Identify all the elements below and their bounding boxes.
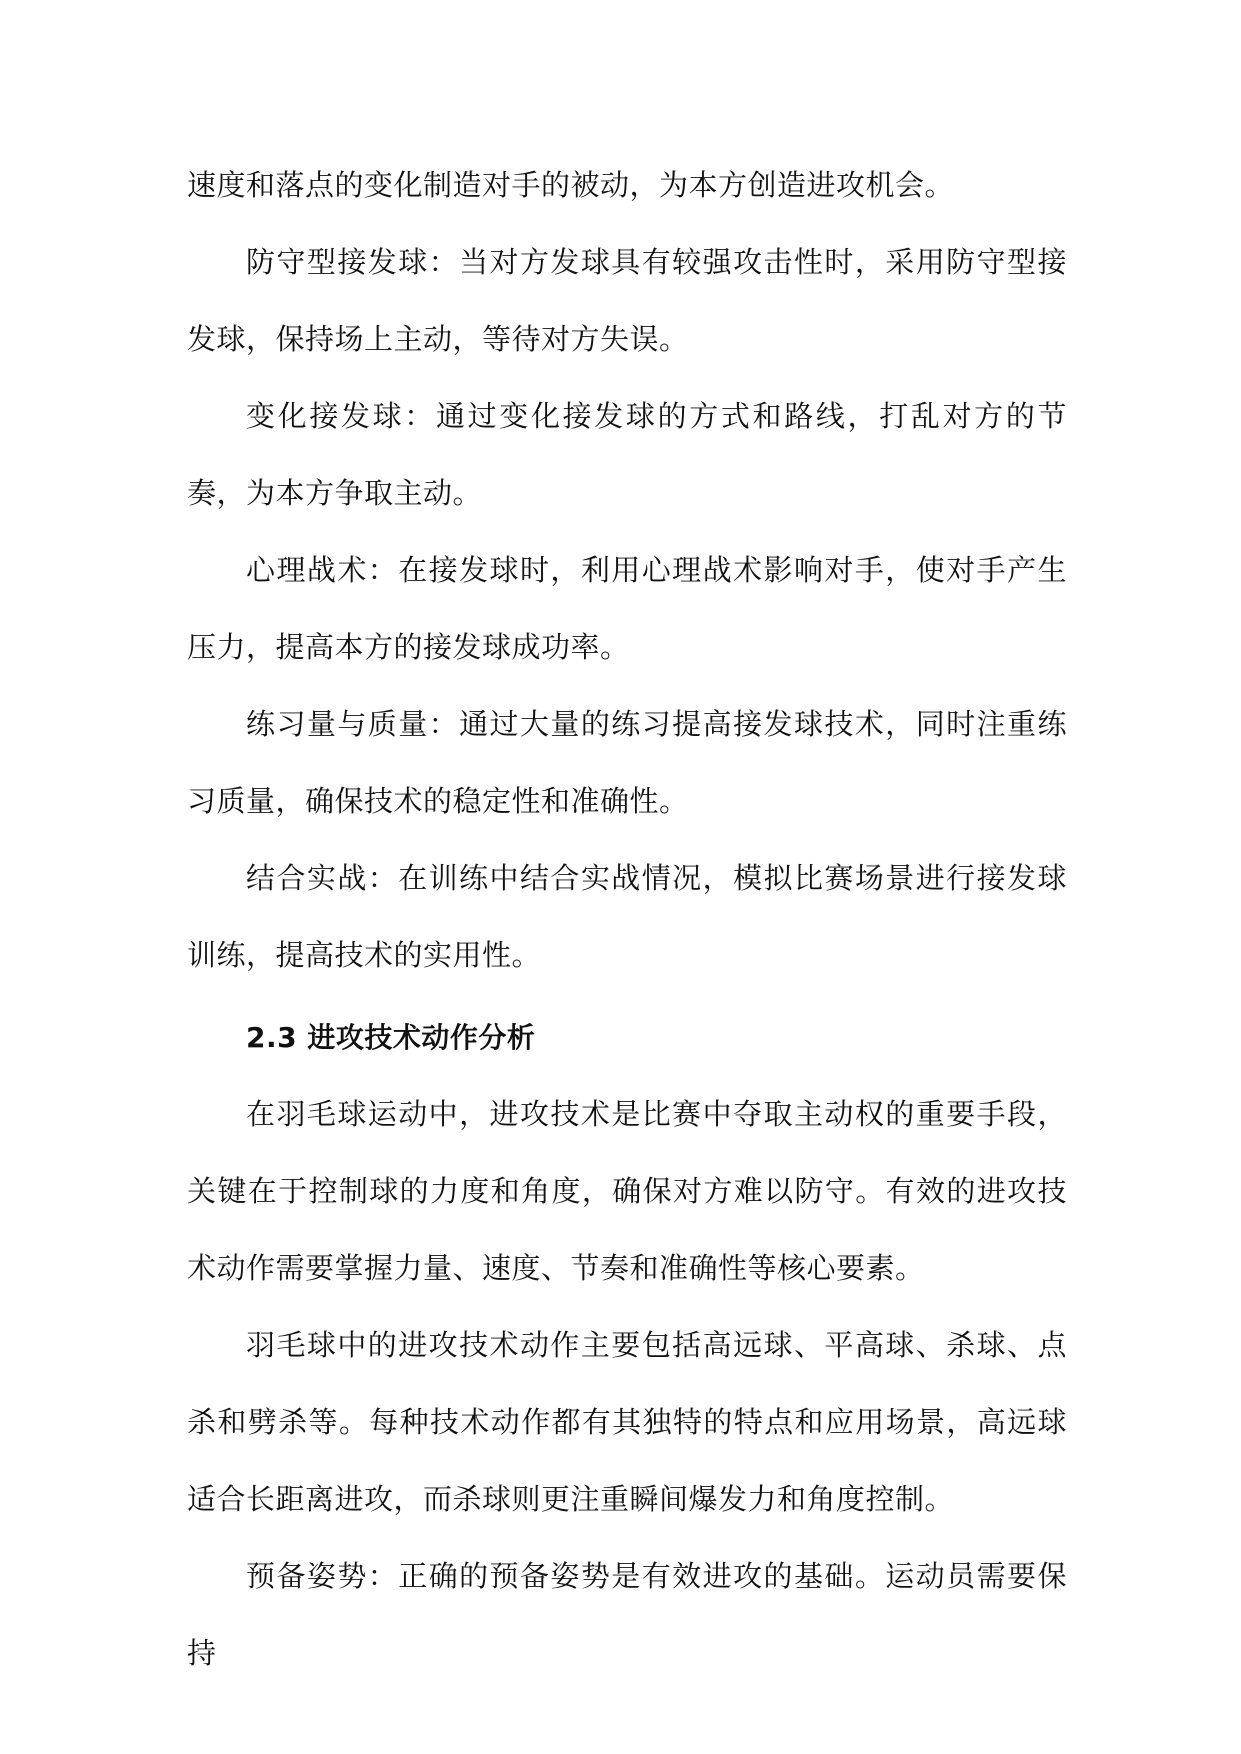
paragraph-ready-stance: 预备姿势：正确的预备姿势是有效进攻的基础。运动员需要保持 bbox=[187, 1559, 1067, 1670]
paragraph-varied-return: 变化接发球：通过变化接发球的方式和路线，打乱对方的节奏，为本方争取主动。 bbox=[187, 399, 1067, 510]
paragraph-practice-quality: 练习量与质量：通过大量的练习提高接发球技术，同时注重练习质量，确保技术的稳定性和准确性。 bbox=[187, 707, 1067, 818]
paragraph-real-combat: 结合实战：在训练中结合实战情况，模拟比赛场景进行接发球训练，提高技术的实用性。 bbox=[187, 861, 1067, 972]
paragraph-psychological-tactics: 心理战术：在接发球时，利用心理战术影响对手，使对手产生压力，提高本方的接发球成功率。 bbox=[187, 553, 1067, 664]
paragraph-continuation: 速度和落点的变化制造对手的被动，为本方创造进攻机会。 bbox=[187, 168, 955, 202]
paragraph-attack-intro: 在羽毛球运动中，进攻技术是比赛中夺取主动权的重要手段，关键在于控制球的力度和角度，确保对方难以防守。有效的进攻技术动作需要掌握力量、速度、节奏和准确性等核心要素。 bbox=[187, 1097, 1067, 1285]
section-heading: 2.3 进攻技术动作分析 bbox=[246, 1021, 536, 1054]
document-body bbox=[187, 147, 1067, 1692]
paragraph-attack-types: 羽毛球中的进攻技术动作主要包括高远球、平高球、杀球、点杀和劈杀等。每种技术动作都有其独特的特点和应用场景，高远球适合长距离进攻，而杀球则更注重瞬间爆发力和角度控制。 bbox=[187, 1328, 1067, 1516]
paragraph-defensive-return: 防守型接发球：当对方发球具有较强攻击性时，采用防守型接发球，保持场上主动，等待对方失误。 bbox=[187, 245, 1067, 356]
